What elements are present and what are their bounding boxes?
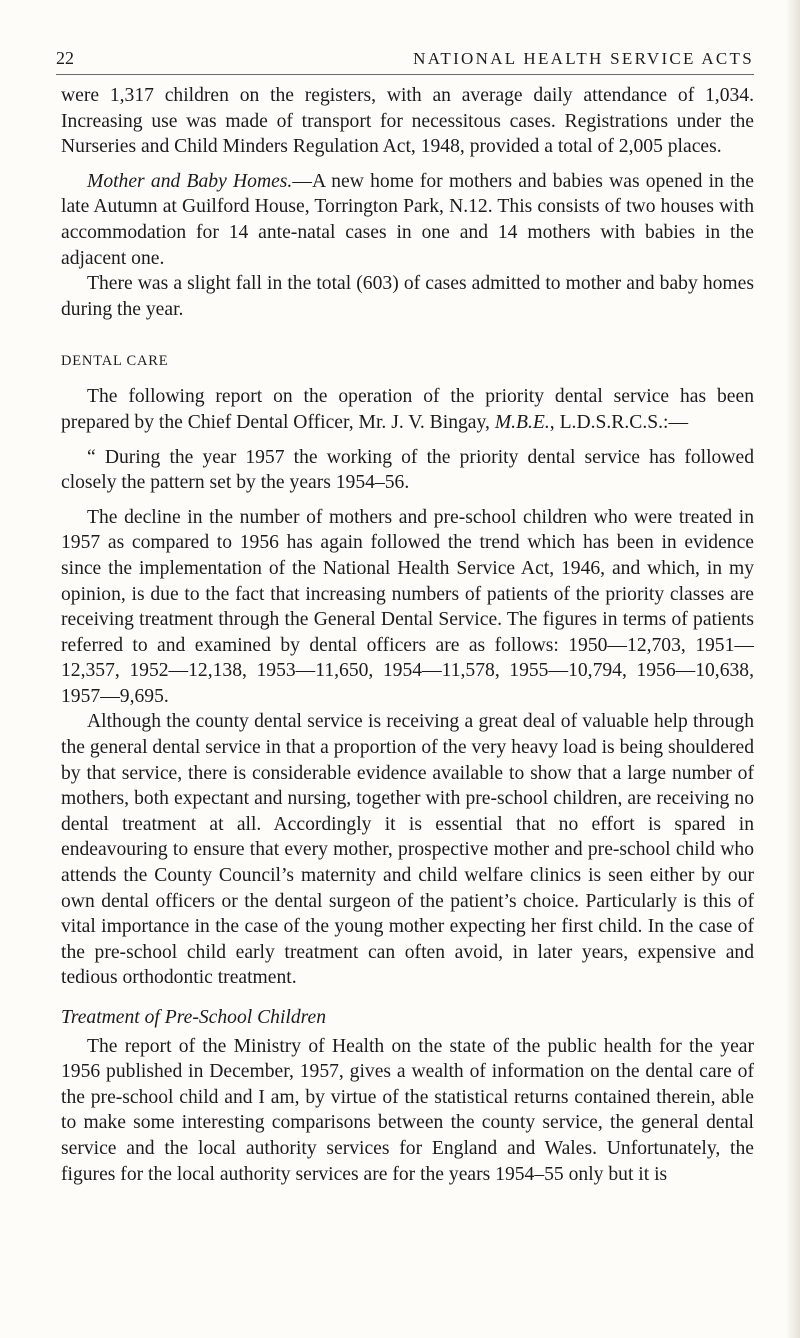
paragraph-admissions: There was a slight fall in the total (603) of cases admitted to mother and baby homes during the year. (61, 273, 754, 320)
paragraph-registers: were 1,317 children on the registers, with an average daily attendance of 1,034. Increasing use was made of transport for necessitous cases. Registrations under the Nurseries and Child Minders Regulation Act, 1948, provided a total of 2,005 places. (61, 85, 754, 158)
paragraph-county-service: Although the county dental service is receiving a great deal of valuable help through the general dental service in that a proportion of the very heavy load is being shouldered by that service, there is considerable evidence available to show that a large number of mothers, both expectant and nursing, together with pre-school children, are receiving no dental treatment at all. Accordingly it is essential that no effort is spared in endeavouring to ensure that every mother, prospective mother and pre-school child who attends the County Council’s maternity and child welfare clinics is seen either by our own dental officers or the dental surgeon of the patient’s choice. Particularly is this of vital importance in the case of the young mother expecting her first child. In the case of the pre-school child early treatment can often avoid, in later years, expensive and tedious orthodontic treatment. (61, 711, 754, 989)
page-body (61, 83, 754, 1187)
paragraph-ministry-report: The report of the Ministry of Health on the state of the public health for the year 1956 published in December, 1957, gives a wealth of information on the dental care of the pre-school child and I am, by virtue of the statistical returns contained therein, able to make some interesting comparisons between the county service, the general dental service and the local authority services for England and Wales. Unfortunately, the figures for the local authority services are for the years 1954–55 only but it is (61, 1035, 754, 1185)
paragraph-text: The following report on the operation of the priority dental service has been prepared by the Chief Dental Officer, Mr. J. V. Bingay, (61, 386, 754, 433)
paragraph-report-intro (61, 384, 754, 435)
paragraph-mother-baby-homes (61, 169, 754, 271)
page-number: 22 (56, 48, 74, 68)
page-header (56, 44, 754, 75)
paragraph-text: , L.D.S.R.C.S.:— (549, 411, 689, 433)
page-edge-shadow (786, 0, 800, 1338)
section-heading-dental-care: DENTAL CARE (61, 353, 169, 370)
run-in-heading: Mother and Baby Homes. (87, 170, 293, 192)
paragraph-pattern: “ During the year 1957 the working of the priority dental service has followed closely the pattern set by the years 1954–56. (61, 446, 754, 494)
degree-italic: M.B.E. (494, 411, 550, 433)
running-head: NATIONAL HEALTH SERVICE ACTS (413, 49, 754, 68)
paragraph-decline: The decline in the number of mothers and pre-school children who were treated in 1957 as compared to 1956 has again followed the trend which has been in evidence since the implementation of the National Health Service Act, 1946, and which, in my opinion, is due to the fact that increasing numbers of patients of the priority classes are receiving treatment through the General Dental Service. The figures in terms of patients referred to and examined by dental officers are as follows: 1950—12,703, 1951—12,357, 1952—12,138, 1953—11,650, 1954—11,578, 1955—10,794, 1956—10,638, 1957—9,695. (61, 506, 754, 707)
subheading-pre-school-treatment: Treatment of Pre-School Children (61, 1007, 327, 1028)
paragraph-text: —A new home for mothers and babies was opened in the late Autumn at Guilford House, Torrington Park, N.12. This consists of two houses with accommodation for 14 ante-natal cases in one and 14 mothers with babies in the adjacent one. (61, 170, 755, 269)
